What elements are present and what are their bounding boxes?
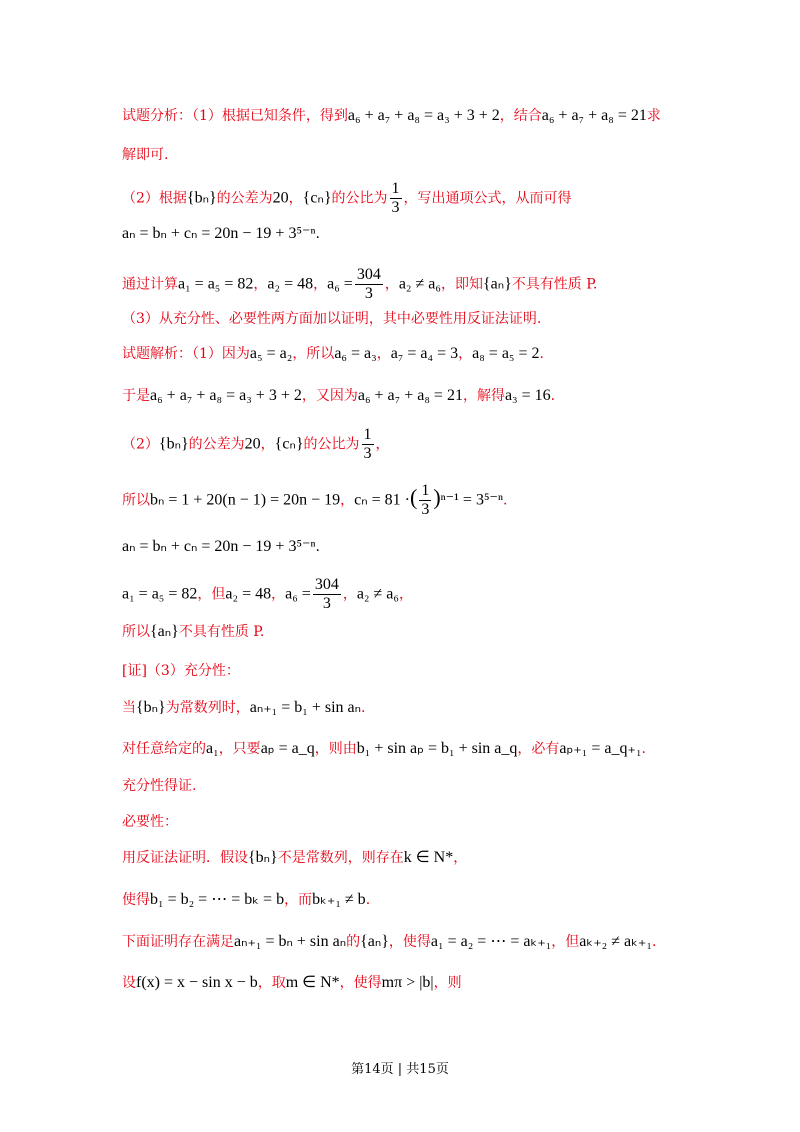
text: 必要性： (122, 814, 178, 830)
fraction: $\frac{1}{3}$ (421, 482, 430, 518)
formula: aₙ = bₙ + cₙ = 20n − 19 + 3⁵⁻ⁿ (122, 538, 316, 555)
formula: ⁿ⁻¹ = 3⁵⁻ⁿ (440, 491, 504, 509)
text: （2） (122, 436, 159, 453)
text: 于是 (122, 388, 150, 404)
formula: a₆ + a₇ + a₈ = a₃ + 3 + 2 (347, 107, 500, 124)
text: 的公差为 (216, 190, 273, 207)
text: ， (376, 346, 391, 362)
text: （2）根据 (122, 190, 187, 207)
text: 通过计算 (122, 276, 178, 293)
analysis-line-6 (122, 309, 541, 329)
text: . (315, 226, 320, 242)
text: 所以 (122, 492, 150, 509)
formula: {bₙ} (136, 699, 166, 716)
formula: aₖ₊₂ ≠ aₖ₊₁ (579, 933, 652, 950)
solution-line-3 (122, 426, 390, 463)
text: 解即可. (122, 147, 169, 163)
text: 试题解析：（1）因为 (122, 346, 250, 362)
solution-line-1 (122, 344, 544, 364)
formula: {cₙ} (302, 189, 332, 207)
formula: aₙ = bₙ + cₙ = 20n − 19 + 3⁵⁻ⁿ (122, 225, 316, 242)
text: ， (340, 492, 355, 509)
formula: {bₙ} (248, 849, 278, 866)
text: ，必有 (517, 741, 560, 757)
formula: aₚ₊₁ = a_q₊₁ (559, 740, 642, 757)
text: ， (458, 346, 473, 362)
formula: a₆ = (327, 275, 353, 293)
text: 不具有性质 P. (178, 624, 265, 640)
analysis-line-2 (122, 145, 168, 165)
text: ，取 (257, 975, 286, 991)
text: 为常数列时， (165, 700, 250, 716)
text: . (641, 741, 646, 757)
text: . (550, 388, 556, 404)
text: 求 (646, 108, 661, 124)
formula: bₙ = 1 + 20(n − 1) = 20n − 19 (150, 491, 341, 509)
formula: a₂ ≠ a₆ (356, 585, 399, 603)
formula: f(x) = x − sin x − b (136, 974, 258, 991)
text: 的公比为 (331, 190, 388, 207)
solution-line-6 (122, 576, 413, 613)
formula: a₁ = a₅ = 82 (122, 585, 198, 603)
formula: aₙ₊₁ = bₙ + sin aₙ (234, 933, 347, 950)
text: 下面证明存在满足 (122, 934, 234, 950)
text: ， (453, 850, 468, 866)
solution-line-2 (122, 386, 555, 406)
formula: a₁ (206, 740, 219, 757)
formula: mπ > |b| (381, 974, 434, 991)
text: 用反证法证明．假设 (122, 850, 248, 866)
text: ，则 (433, 975, 462, 991)
formula: a₇ = a₄ = 3 (390, 345, 459, 362)
text: . (503, 492, 508, 509)
text: . (539, 346, 544, 362)
formula: {aₙ} (482, 275, 512, 293)
proof-line-5 (122, 848, 467, 868)
text: ， (253, 276, 268, 293)
fraction: $\frac{1}{3}$ (363, 426, 372, 462)
proof-line-6 (122, 890, 370, 910)
text: 充分性得证. (122, 778, 197, 794)
formula: a₁ = a₅ = 82 (178, 275, 254, 293)
formula: a₃ = 16 (504, 387, 551, 404)
text: ， (342, 586, 357, 603)
text: 的公差为 (188, 436, 245, 453)
text: ，但 (197, 586, 226, 603)
analysis-line-5 (122, 266, 597, 303)
formula-line (122, 224, 320, 244)
text: 的公比为 (303, 436, 360, 453)
analysis-line-1 (122, 106, 661, 126)
text: ， (288, 190, 303, 207)
text: ，结合 (499, 108, 542, 124)
text: ， (398, 586, 413, 603)
formula: 20 (272, 189, 289, 207)
formula: cₙ = 81 · (354, 491, 410, 509)
proof-line-1 (122, 698, 365, 718)
formula: {bₙ} (158, 435, 189, 453)
text: ，所以 (292, 346, 335, 362)
solution-line-7 (122, 622, 264, 642)
proof-line-4 (122, 812, 178, 832)
text: （3）从充分性、必要性两方面加以证明，其中必要性用反证法证明. (122, 311, 542, 327)
text: ，而 (284, 892, 313, 908)
formula: {bₙ} (186, 189, 217, 207)
text: . (365, 892, 371, 908)
fraction: $\frac{304}{3}$ (314, 576, 339, 612)
formula: a₈ = a₅ = 2 (472, 345, 540, 362)
formula: {aₙ} (360, 933, 389, 950)
formula: k ∈ N* (403, 849, 454, 866)
formula: a₆ = (285, 585, 311, 603)
text: 不是常数列，则存在 (277, 850, 404, 866)
text: 试题分析：（1）根据已知条件，得到 (122, 108, 348, 124)
proof-line-7 (122, 932, 656, 952)
text: ， (313, 276, 328, 293)
formula: 20 (244, 435, 261, 453)
text: . (361, 700, 366, 716)
text: ，但 (551, 934, 580, 950)
formula: a₅ = a₂ (249, 345, 293, 362)
fraction: $\frac{1}{3}$ (391, 180, 400, 216)
formula: b₁ = b₂ = ⋯ = bₖ = b (150, 891, 285, 908)
text: . (315, 539, 320, 555)
analysis-line-3 (122, 180, 572, 217)
text: 的 (346, 934, 361, 950)
proof-line-8 (122, 973, 462, 993)
proof-line-2 (122, 739, 646, 759)
text: 使得 (122, 892, 150, 908)
formula: a₆ + a₇ + a₈ = 21 (357, 387, 463, 404)
text: ，使得 (388, 934, 431, 950)
formula: a₆ = a₃ (334, 345, 377, 362)
left-paren: ( (409, 484, 418, 510)
formula: {aₙ} (150, 623, 179, 640)
text: 设 (122, 975, 136, 991)
text: ，即知 (440, 276, 483, 293)
formula: aₙ₊₁ = b₁ + sin aₙ (249, 699, 362, 716)
formula: a₂ = 48 (225, 585, 272, 603)
formula: {cₙ} (274, 435, 304, 453)
text: 所以 (122, 624, 150, 640)
formula: a₁ = a₂ = ⋯ = aₖ₊₁ (430, 933, 552, 950)
formula: a₂ ≠ a₆ (398, 275, 441, 293)
text: ， (260, 436, 275, 453)
solution-formula-line (122, 537, 320, 557)
text: . (651, 934, 657, 950)
fraction: $\frac{304}{3}$ (356, 266, 381, 302)
proof-line-3 (122, 776, 196, 796)
formula: a₆ + a₇ + a₈ = a₃ + 3 + 2 (150, 387, 302, 404)
formula: a₆ + a₇ + a₈ = 21 (541, 107, 647, 124)
text: ，写出通项公式，从而可得 (403, 190, 572, 207)
formula: b₁ + sin aₚ = b₁ + sin a_q (356, 740, 518, 757)
formula: m ∈ N* (285, 974, 340, 991)
page-footer: 第14页 | 共15页 (351, 1062, 449, 1077)
text: ， (375, 436, 390, 453)
right-paren: ) (433, 484, 441, 510)
text: 对任意给定的 (122, 741, 206, 757)
text: ，又因为 (301, 388, 358, 404)
formula: a₂ = 48 (267, 275, 314, 293)
text: 不具有性质 P. (511, 276, 598, 293)
text: ，则由 (314, 741, 357, 757)
text: ，解得 (462, 388, 505, 404)
text: [证]（3）充分性： (122, 663, 240, 679)
text: 当 (122, 700, 136, 716)
solution-line-4 (122, 482, 507, 519)
text: ， (384, 276, 399, 293)
text: ，只要 (218, 741, 261, 757)
text: ， (271, 586, 286, 603)
formula: bₖ₊₁ ≠ b (312, 891, 366, 908)
text: ，使得 (339, 975, 382, 991)
formula: aₚ = a_q (260, 740, 315, 757)
proof-heading (122, 661, 240, 681)
